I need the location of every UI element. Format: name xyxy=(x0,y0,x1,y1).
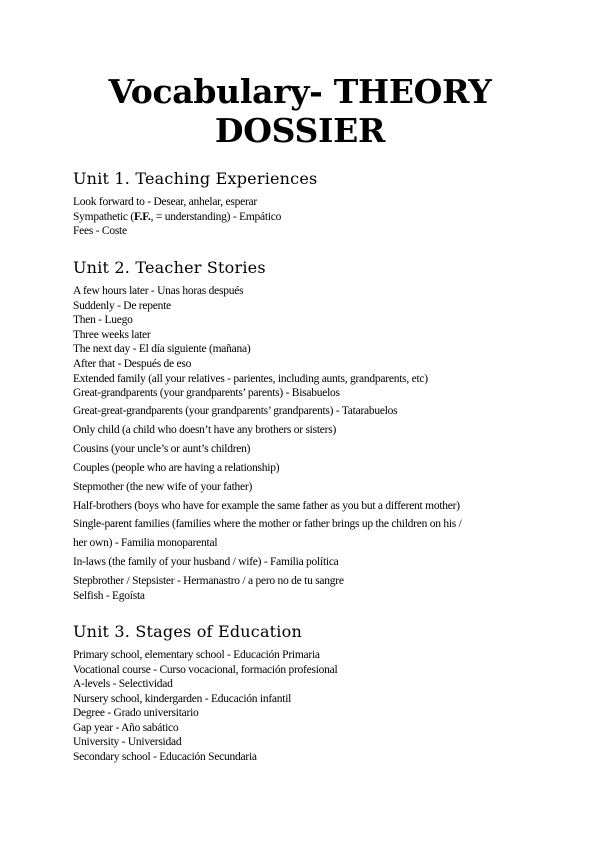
vocab-line: Great-grandparents (your grandparents’ parents) - Bisabuelos xyxy=(73,387,340,399)
vocab-line: A few hours later - Unas horas después xyxy=(73,285,244,297)
unit-3-heading: Unit 3. Stages of Education xyxy=(73,622,302,641)
vocab-line: Then - Luego xyxy=(73,314,133,326)
vocab-text: Sympathetic ( xyxy=(73,211,134,223)
vocab-line xyxy=(73,210,281,224)
vocab-line: Suddenly - De repente xyxy=(73,300,171,312)
vocab-line: Cousins (your uncle’s or aunt’s children) xyxy=(73,443,251,455)
false-friend-marker: F.F. xyxy=(133,211,151,223)
page-title-line-2: DOSSIER xyxy=(214,111,386,150)
vocab-line: Primary school, elementary school - Educación Primaria xyxy=(73,649,320,661)
vocab-text: , = understanding) - Empático xyxy=(150,211,282,223)
vocab-line: Only child (a child who doesn’t have any brothers or sisters) xyxy=(73,424,337,436)
vocab-line: Great-great-grandparents (your grandparents’ grandparents) - Tatarabuelos xyxy=(73,405,398,417)
vocab-line: Vocational course - Curso vocacional, formación profesional xyxy=(73,664,338,676)
vocab-line: her own) - Familia monoparental xyxy=(73,537,218,549)
vocab-line: Secondary school - Educación Secundaria xyxy=(73,751,257,763)
vocab-line: After that - Después de eso xyxy=(73,358,192,370)
vocab-line: University - Universidad xyxy=(73,736,182,748)
page-title-line-1: Vocabulary- THEORY xyxy=(108,72,492,111)
vocab-line: Look forward to - Desear, anhelar, esperar xyxy=(73,196,257,208)
vocab-line: Three weeks later xyxy=(73,329,151,341)
vocab-line: Extended family (all your relatives - parientes, including aunts, grandparents, etc) xyxy=(73,373,428,385)
vocab-line: Couples (people who are having a relationship) xyxy=(73,462,280,474)
vocab-line: Fees - Coste xyxy=(73,225,127,237)
vocab-line: A-levels - Selectividad xyxy=(73,678,173,690)
unit-1-heading: Unit 1. Teaching Experiences xyxy=(73,169,318,188)
vocab-line: Nursery school, kindergarden - Educación infantil xyxy=(73,693,292,705)
unit-2-heading: Unit 2. Teacher Stories xyxy=(73,258,266,277)
vocab-line: Degree - Grado universitario xyxy=(73,707,199,719)
vocab-line: Half-brothers (boys who have for example the same father as you but a different mother) xyxy=(73,500,460,512)
vocab-line: Stepbrother / Stepsister - Hermanastro / a pero no de tu sangre xyxy=(73,575,344,587)
vocab-line: Stepmother (the new wife of your father) xyxy=(73,481,253,493)
vocab-line: The next day - El día siguiente (mañana) xyxy=(73,343,251,355)
vocab-line: In-laws (the family of your husband / wife) - Familia política xyxy=(73,556,339,568)
vocab-line: Single-parent families (families where the mother or father brings up the children on his / xyxy=(73,518,462,530)
vocab-line: Selfish - Egoísta xyxy=(73,590,145,602)
vocab-line: Gap year - Año sabático xyxy=(73,722,179,734)
